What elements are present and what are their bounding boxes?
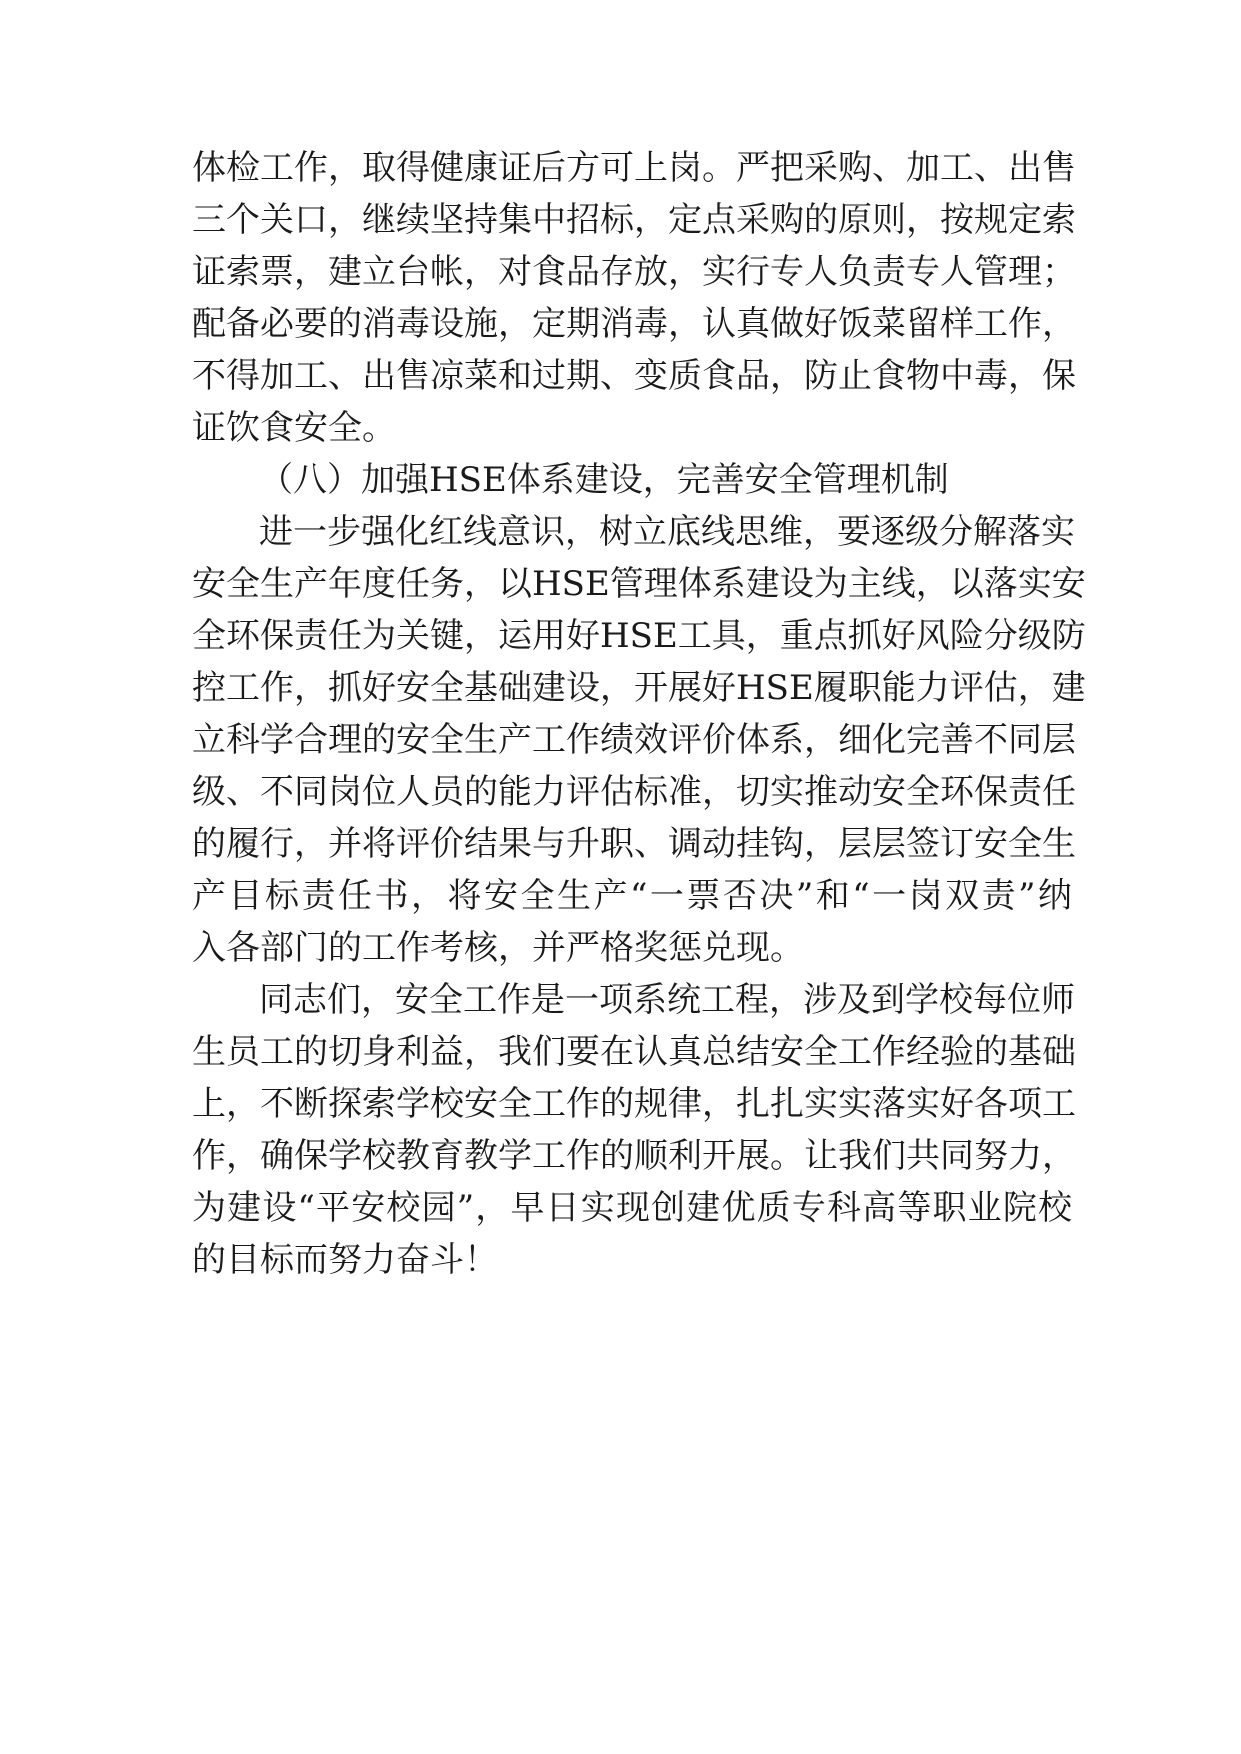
paragraph-1-line-3: 证索票，建立台帐，对食品存放，实行专人负责专人管理； <box>192 252 1076 292</box>
paragraph-1-line-1: 体检工作，取得健康证后方可上岗。严把采购、加工、出售 <box>192 148 1076 188</box>
paragraph-2-line-8: 产目标责任书，将安全生产“一票否决”和“一岗双责”纳 <box>192 876 1072 916</box>
paragraph-3-line-5: 为建设“平安校园”，早日实现创建优质专科高等职业院校 <box>192 1188 1072 1228</box>
paragraph-2-line-5: 立科学合理的安全生产工作绩效评价体系，细化完善不同层 <box>192 720 1076 760</box>
paragraph-3-line-1: 同志们，安全工作是一项系统工程，涉及到学校每位师 <box>259 980 1075 1020</box>
paragraph-3-line-2: 生员工的切身利益，我们要在认真总结安全工作经验的基础 <box>192 1032 1076 1072</box>
paragraph-3-line-3: 上，不断探索学校安全工作的规律，扎扎实实落实好各项工 <box>192 1084 1076 1124</box>
paragraph-2-line-9: 入各部门的工作考核，并严格奖惩兑现。 <box>192 928 804 968</box>
paragraph-1-line-2: 三个关口，继续坚持集中招标，定点采购的原则，按规定索 <box>192 200 1076 240</box>
paragraph-2-line-2: 安全生产年度任务，以HSE管理体系建设为主线，以落实安 <box>192 564 1086 604</box>
paragraph-2-line-7: 的履行，并将评价结果与升职、调动挂钩，层层签订安全生 <box>192 824 1076 864</box>
paragraph-2-line-6: 级、不同岗位人员的能力评估标准，切实推动安全环保责任 <box>192 772 1076 812</box>
paragraph-2-line-1: 进一步强化红线意识，树立底线思维，要逐级分解落实 <box>259 512 1075 552</box>
paragraph-1-line-6: 证饮食安全。 <box>192 408 396 448</box>
paragraph-3-line-6: 的目标而努力奋斗！ <box>192 1240 498 1280</box>
paragraph-2-line-4: 控工作，抓好安全基础建设，开展好HSE履职能力评估，建 <box>192 668 1086 708</box>
paragraph-1-line-4: 配备必要的消毒设施，定期消毒，认真做好饭菜留样工作， <box>192 304 1076 344</box>
paragraph-3-line-4: 作，确保学校教育教学工作的顺利开展。让我们共同努力， <box>192 1136 1076 1176</box>
section-heading: （八）加强HSE体系建设，完善安全管理机制 <box>259 460 949 500</box>
paragraph-1-line-5: 不得加工、出售凉菜和过期、变质食品，防止食物中毒，保 <box>192 356 1076 396</box>
paragraph-2-line-3: 全环保责任为关键，运用好HSE工具，重点抓好风险分级防 <box>192 616 1086 656</box>
